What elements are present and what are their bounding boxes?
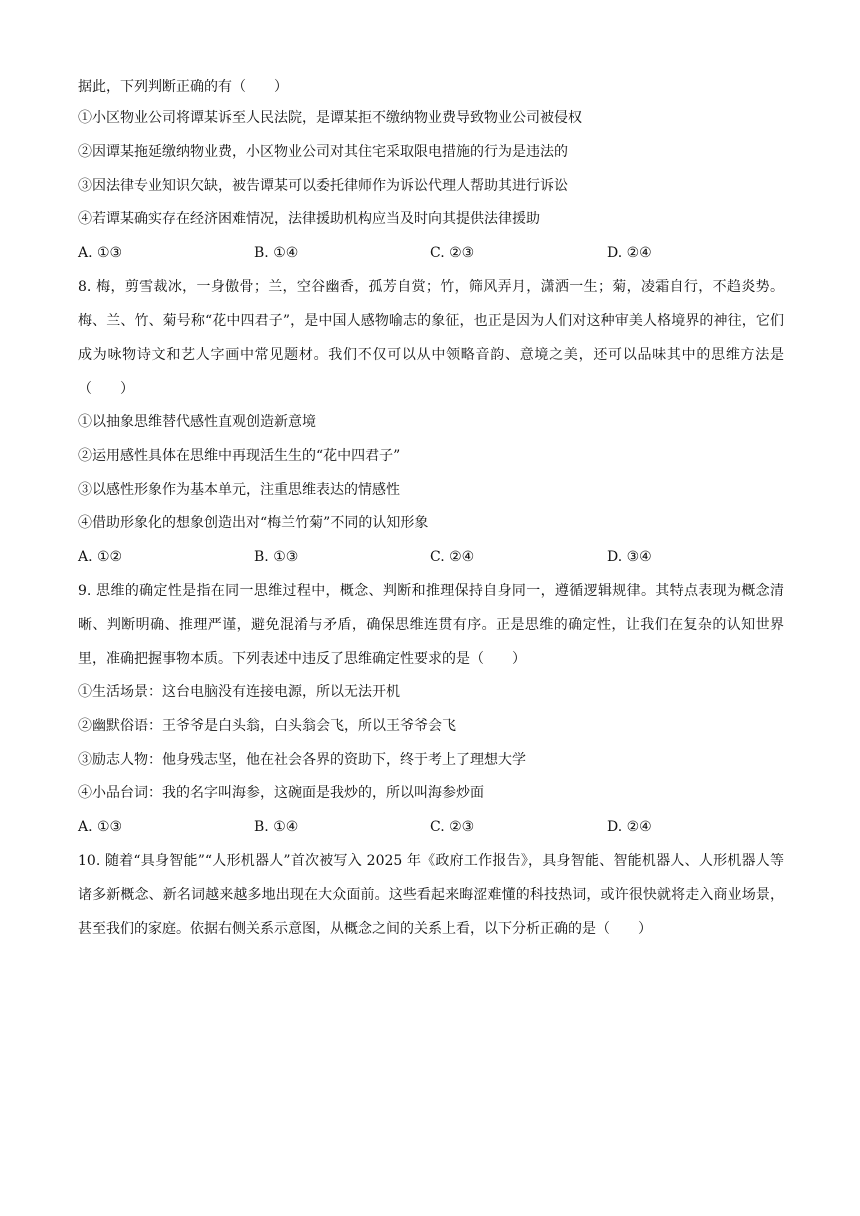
q8-option-a[interactable]: A. ①② — [78, 549, 123, 565]
q9-statement-1: ①生活场景：这台电脑没有连接电源，所以无法开机 — [78, 684, 400, 700]
q7-option-b[interactable]: B. ①④ — [254, 245, 299, 261]
q7-statement-2: ②因谭某拖延缴纳物业费，小区物业公司对其住宅采取限电措施的行为是违法的 — [78, 144, 568, 160]
q8-statement-2: ②运用感性具体在思维中再现活生生的“花中四君子” — [78, 448, 401, 464]
q9-options — [78, 817, 784, 837]
q8-statement-3: ③以感性形象作为基本单元，注重思维表达的情感性 — [78, 482, 400, 498]
q9-option-a[interactable]: A. ①③ — [78, 819, 123, 835]
q7-option-a[interactable]: A. ①③ — [78, 245, 123, 261]
q8-stem: 8. 梅，剪雪裁冰，一身傲骨；兰，空谷幽香，孤芳自赏；竹，筛风弄月，潇洒一生；菊，凌霜自行，不趋炎势。梅、兰、竹、菊号称“花中四君子”，是中国人感物喻志的象征，也正是因为人们对这种审美人格境界的神往，它们成为咏物诗文和艺人字画中常见题材。我们不仅可以从中领略音韵、意境之美，还可以品味其中的思维方法是（ ） — [78, 279, 784, 397]
q8-options — [78, 547, 784, 567]
q7-option-c[interactable]: C. ②③ — [430, 245, 475, 261]
q7-statement-3: ③因法律专业知识欠缺，被告谭某可以委托律师作为诉讼代理人帮助其进行诉讼 — [78, 178, 568, 194]
q9-option-c[interactable]: C. ②③ — [430, 819, 475, 835]
q8-statement-4: ④借助形象化的想象创造出对“梅兰竹菊”不同的认知形象 — [78, 515, 429, 531]
q9-option-b[interactable]: B. ①④ — [254, 819, 299, 835]
q9-statement-4: ④小品台词：我的名字叫海参，这碗面是我炒的，所以叫海参炒面 — [78, 785, 484, 801]
q8-option-b[interactable]: B. ①③ — [254, 549, 299, 565]
q7-statement-1: ①小区物业公司将谭某诉至人民法院，是谭某拒不缴纳物业费导致物业公司被侵权 — [78, 110, 582, 126]
q9-statement-3: ③励志人物：他身残志坚，他在社会各界的资助下，终于考上了理想大学 — [78, 752, 526, 768]
q7-stem-tail: 据此，下列判断正确的有（ ） — [78, 79, 288, 95]
q7-options — [78, 243, 784, 263]
q8-option-c[interactable]: C. ②④ — [430, 549, 475, 565]
q10-stem: 10. 随着“具身智能”“人形机器人”首次被写入 2025 年《政府工作报告》，具身智能、智能机器人、人形机器人等诸多新概念、新名词越来越多地出现在大众面前。这些看起来晦涩难懂的科技热词，或许很快就将走入商业场景，甚至我们的家庭。依据右侧关系示意图，从概念之间的关系上看，以下分析正确的是（ ） — [78, 853, 784, 937]
q7-statement-4: ④若谭某确实存在经济困难情况，法律援助机构应当及时向其提供法律援助 — [78, 211, 540, 227]
q8-statement-1: ①以抽象思维替代感性直观创造新意境 — [78, 414, 316, 430]
q7-option-d[interactable]: D. ②④ — [607, 245, 652, 261]
q9-statement-2: ②幽默俗语：王爷爷是白头翁，白头翁会飞，所以王爷爷会飞 — [78, 718, 456, 734]
q9-stem: 9. 思维的确定性是指在同一思维过程中，概念、判断和推理保持自身同一，遵循逻辑规律。其特点表现为概念清晰、判断明确、推理严谨，避免混淆与矛盾，确保思维连贯有序。正是思维的确定性，让我们在复杂的认知世界里，准确把握事物本质。下列表述中违反了思维确定性要求的是（ ） — [78, 583, 784, 667]
q9-option-d[interactable]: D. ②④ — [607, 819, 652, 835]
q8-option-d[interactable]: D. ③④ — [607, 549, 652, 565]
